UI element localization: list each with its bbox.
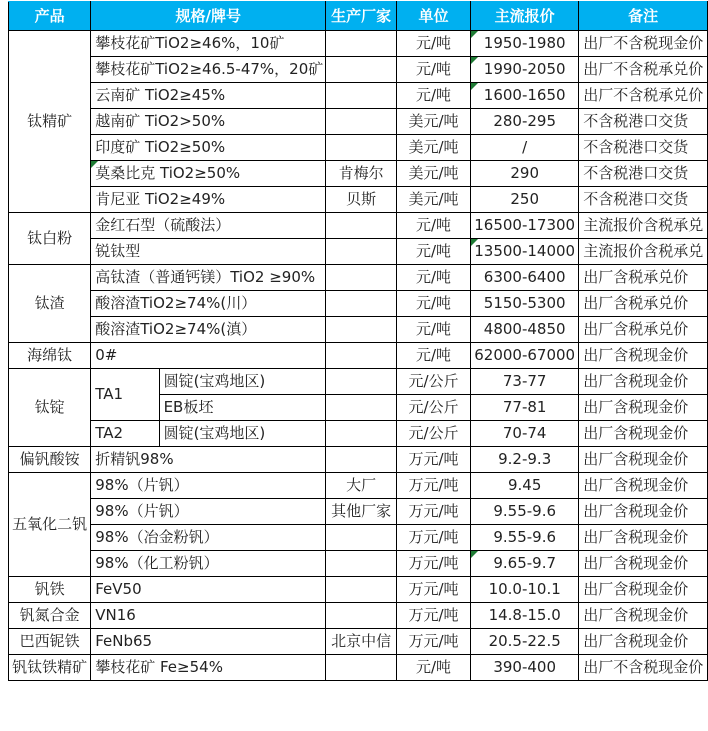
mfr-text: 贝斯 — [346, 190, 377, 209]
mfr-cell[interactable] — [326, 31, 397, 57]
price-text: 4800-4850 — [483, 320, 566, 339]
mfr-text: 其他厂家 — [331, 502, 392, 521]
spec-text: 酸溶渣TiO2≥74%(川） — [95, 294, 257, 313]
unit-text: 万元/吨 — [408, 606, 459, 625]
spec-text: 莫桑比克 TiO2≥50% — [95, 164, 241, 183]
price-cell[interactable] — [471, 551, 579, 577]
table-row — [9, 343, 708, 369]
remark-cell[interactable] — [579, 187, 708, 213]
unit-cell[interactable] — [396, 291, 470, 317]
price-cell[interactable] — [471, 655, 579, 681]
mfr-cell[interactable] — [326, 291, 397, 317]
table-row — [9, 577, 708, 603]
price-text: 390-400 — [493, 658, 557, 677]
spec-text: 攀枝花矿TiO2≥46%，10矿 — [95, 34, 285, 53]
table-row — [9, 161, 708, 187]
unit-cell[interactable] — [396, 395, 470, 421]
product-cell[interactable] — [9, 473, 91, 577]
mfr-cell[interactable] — [326, 135, 397, 161]
price-cell[interactable] — [471, 577, 579, 603]
speca-cell[interactable] — [91, 421, 159, 447]
table-row — [9, 291, 708, 317]
unit-text: 元/吨 — [415, 86, 452, 105]
remark-text: 出厂含税承兑价 — [583, 294, 689, 313]
product-text: 钒铁 — [34, 580, 65, 599]
price-text: 9.55-9.6 — [493, 528, 557, 547]
remark-text: 出厂含税现金价 — [583, 528, 689, 547]
unit-text: 万元/吨 — [408, 502, 459, 521]
product-text: 钛精矿 — [27, 112, 73, 131]
mfr-cell[interactable] — [326, 603, 397, 629]
unit-text: 美元/吨 — [408, 112, 459, 131]
unit-text: 万元/吨 — [408, 528, 459, 547]
price-text: 290 — [510, 164, 539, 183]
mfr-cell[interactable] — [326, 447, 397, 473]
price-cell[interactable] — [471, 213, 579, 239]
mfr-cell[interactable] — [326, 655, 397, 681]
price-text: 10.0-10.1 — [488, 580, 561, 599]
spec-text: 98%（化工粉钒） — [95, 554, 219, 573]
mfr-cell[interactable] — [326, 525, 397, 551]
unit-cell[interactable] — [396, 421, 470, 447]
comment-flag-icon — [471, 83, 478, 90]
remark-cell[interactable] — [579, 239, 708, 265]
unit-text: 元/吨 — [415, 60, 452, 79]
comment-flag-icon — [471, 551, 478, 558]
price-cell[interactable] — [471, 525, 579, 551]
unit-text: 元/吨 — [415, 294, 452, 313]
remark-text: 出厂含税现金价 — [583, 450, 689, 469]
specb-cell[interactable] — [159, 369, 326, 395]
unit-text: 万元/吨 — [408, 554, 459, 573]
price-cell[interactable] — [471, 421, 579, 447]
table-row — [9, 109, 708, 135]
spec-cell[interactable] — [91, 291, 326, 317]
unit-text: 万元/吨 — [408, 476, 459, 495]
header-row — [9, 2, 708, 31]
price-text: 73-77 — [502, 372, 547, 391]
remark-cell[interactable] — [579, 395, 708, 421]
product-cell[interactable] — [9, 343, 91, 369]
remark-text: 出厂含税现金价 — [583, 346, 689, 365]
unit-text: 元/吨 — [415, 346, 452, 365]
spec-cell[interactable] — [91, 499, 326, 525]
mfr-cell[interactable] — [326, 239, 397, 265]
remark-text: 出厂不含税承兑价 — [583, 60, 704, 79]
price-text: 9.45 — [507, 476, 542, 495]
mfr-cell[interactable] — [326, 551, 397, 577]
product-cell[interactable] — [9, 31, 91, 213]
mfr-cell[interactable] — [326, 577, 397, 603]
comment-flag-icon — [471, 31, 478, 38]
unit-cell[interactable] — [396, 57, 470, 83]
spec-cell[interactable] — [91, 447, 326, 473]
spec-cell[interactable] — [91, 135, 326, 161]
col-header-unit[interactable]: 单位 — [396, 2, 470, 31]
spec-text: 锐钛型 — [95, 242, 141, 261]
table-row — [9, 447, 708, 473]
price-text: 6300-6400 — [483, 268, 566, 287]
table-row — [9, 31, 708, 57]
mfr-cell[interactable] — [326, 83, 397, 109]
remark-text: 出厂含税承兑价 — [583, 320, 689, 339]
price-text: 16500-17300 — [474, 216, 576, 235]
spec-cell[interactable] — [91, 551, 326, 577]
spec-text: VN16 — [95, 606, 136, 625]
remark-text: 出厂含税现金价 — [583, 554, 689, 573]
mfr-text: 肯梅尔 — [338, 164, 384, 183]
mfr-cell[interactable] — [326, 213, 397, 239]
mfr-cell[interactable] — [326, 369, 397, 395]
mfr-cell[interactable] — [326, 109, 397, 135]
comment-flag-icon — [471, 239, 478, 246]
mfr-text: 大厂 — [346, 476, 377, 495]
spec-text: 肯尼亚 TiO2≥49% — [95, 190, 226, 209]
price-cell[interactable] — [471, 109, 579, 135]
col-header-price[interactable]: 主流报价 — [471, 2, 579, 31]
unit-cell[interactable] — [396, 551, 470, 577]
spec-cell[interactable] — [91, 343, 326, 369]
col-header-remark[interactable]: 备注 — [579, 2, 708, 31]
price-text: 9.65-9.7 — [493, 554, 557, 573]
remark-text: 不含税港口交货 — [583, 164, 689, 183]
price-cell[interactable] — [471, 369, 579, 395]
col-header-spec[interactable]: 规格/牌号 — [91, 2, 326, 31]
mfr-cell[interactable] — [326, 343, 397, 369]
remark-text: 出厂含税现金价 — [583, 632, 689, 651]
table-row — [9, 317, 708, 343]
specb-text: 圆锭(宝鸡地区) — [163, 424, 266, 443]
price-cell[interactable] — [471, 473, 579, 499]
table-row — [9, 525, 708, 551]
unit-cell[interactable] — [396, 629, 470, 655]
price-text: 5150-5300 — [483, 294, 566, 313]
remark-text: 不含税港口交货 — [583, 138, 689, 157]
comment-flag-icon — [471, 57, 478, 64]
remark-cell[interactable] — [579, 421, 708, 447]
product-text: 钛白粉 — [27, 229, 73, 248]
table-row — [9, 499, 708, 525]
specb-text: EB板坯 — [163, 398, 214, 417]
mfr-cell[interactable] — [326, 187, 397, 213]
product-text: 五氧化二钒 — [12, 515, 88, 534]
mfr-cell[interactable] — [326, 473, 397, 499]
unit-text: 万元/吨 — [408, 450, 459, 469]
remark-cell[interactable] — [579, 265, 708, 291]
price-text: 9.2-9.3 — [498, 450, 552, 469]
spec-cell[interactable] — [91, 161, 326, 187]
remark-cell[interactable] — [579, 57, 708, 83]
table-body — [9, 31, 708, 681]
unit-text: 元/吨 — [415, 320, 452, 339]
spec-cell[interactable] — [91, 213, 326, 239]
price-text: 20.5-22.5 — [488, 632, 561, 651]
product-cell[interactable] — [9, 369, 91, 447]
remark-text: 出厂含税现金价 — [583, 476, 689, 495]
remark-cell[interactable] — [579, 499, 708, 525]
table-row — [9, 655, 708, 681]
table-row — [9, 265, 708, 291]
table-row — [9, 629, 708, 655]
remark-cell[interactable] — [579, 161, 708, 187]
product-cell[interactable] — [9, 265, 91, 343]
remark-cell[interactable] — [579, 213, 708, 239]
mfr-cell[interactable] — [326, 499, 397, 525]
price-cell[interactable] — [471, 629, 579, 655]
product-cell[interactable] — [9, 655, 91, 681]
price-text: 9.55-9.6 — [493, 502, 557, 521]
remark-text: 出厂含税现金价 — [583, 580, 689, 599]
remark-text: 出厂含税现金价 — [583, 372, 689, 391]
table-row — [9, 473, 708, 499]
table-row — [9, 57, 708, 83]
mfr-cell[interactable] — [326, 265, 397, 291]
remark-cell[interactable] — [579, 135, 708, 161]
remark-text: 不含税港口交货 — [583, 112, 689, 131]
remark-text: 不含税港口交货 — [583, 190, 689, 209]
price-cell[interactable] — [471, 187, 579, 213]
price-text: 250 — [510, 190, 539, 209]
price-cell[interactable] — [471, 343, 579, 369]
price-cell[interactable] — [471, 161, 579, 187]
product-text: 钛锭 — [34, 398, 65, 417]
spec-text: 98%（片钒） — [95, 476, 189, 495]
unit-cell[interactable] — [396, 655, 470, 681]
unit-text: 元/吨 — [415, 268, 452, 287]
remark-cell[interactable] — [579, 447, 708, 473]
price-text: 1950-1980 — [483, 34, 566, 53]
price-cell[interactable] — [471, 499, 579, 525]
price-cell[interactable] — [471, 31, 579, 57]
remark-cell[interactable] — [579, 577, 708, 603]
spec-text: 云南矿 TiO2≥45% — [95, 86, 226, 105]
unit-cell[interactable] — [396, 577, 470, 603]
remark-text: 主流报价含税承兑 — [583, 242, 704, 261]
unit-cell[interactable] — [396, 317, 470, 343]
remark-cell[interactable] — [579, 369, 708, 395]
unit-cell[interactable] — [396, 343, 470, 369]
unit-text: 元/公斤 — [408, 398, 459, 417]
mfr-cell[interactable] — [326, 57, 397, 83]
price-text: 1990-2050 — [483, 60, 566, 79]
specb-text: 圆锭(宝鸡地区) — [163, 372, 266, 391]
unit-cell[interactable] — [396, 447, 470, 473]
spec-text: 98%（冶金粉钒） — [95, 528, 219, 547]
unit-cell[interactable] — [396, 213, 470, 239]
unit-text: 元/公斤 — [408, 372, 459, 391]
price-cell[interactable] — [471, 395, 579, 421]
mfr-cell[interactable] — [326, 629, 397, 655]
table-row — [9, 239, 708, 265]
remark-cell[interactable] — [579, 291, 708, 317]
unit-text: 元/吨 — [415, 242, 452, 261]
product-text: 海绵钛 — [27, 346, 73, 365]
unit-cell[interactable] — [396, 109, 470, 135]
spec-text: 越南矿 TiO2>50% — [95, 112, 226, 131]
speca-text: TA2 — [95, 424, 124, 443]
unit-cell[interactable] — [396, 265, 470, 291]
price-text: 1600-1650 — [483, 86, 566, 105]
spec-cell[interactable] — [91, 83, 326, 109]
spec-text: 攀枝花矿 Fe≥54% — [95, 658, 223, 677]
remark-cell[interactable] — [579, 473, 708, 499]
product-cell[interactable] — [9, 447, 91, 473]
price-text: 14.8-15.0 — [488, 606, 561, 625]
remark-text: 主流报价含税承兑 — [583, 216, 704, 235]
price-text: 70-74 — [502, 424, 547, 443]
remark-cell[interactable] — [579, 109, 708, 135]
spec-cell[interactable] — [91, 655, 326, 681]
mfr-cell[interactable] — [326, 161, 397, 187]
remark-cell[interactable] — [579, 83, 708, 109]
spec-cell[interactable] — [91, 473, 326, 499]
spec-cell[interactable] — [91, 187, 326, 213]
unit-text: 美元/吨 — [408, 164, 459, 183]
mfr-cell[interactable] — [326, 395, 397, 421]
unit-cell[interactable] — [396, 161, 470, 187]
mfr-cell[interactable] — [326, 317, 397, 343]
spec-cell[interactable] — [91, 317, 326, 343]
remark-cell[interactable] — [579, 629, 708, 655]
price-cell[interactable] — [471, 83, 579, 109]
unit-cell[interactable] — [396, 187, 470, 213]
col-header-product[interactable]: 产品 — [9, 2, 91, 31]
remark-cell[interactable] — [579, 343, 708, 369]
product-cell[interactable] — [9, 629, 91, 655]
spec-text: 酸溶渣TiO2≥74%(滇） — [95, 320, 257, 339]
unit-cell[interactable] — [396, 135, 470, 161]
spec-text: 高钛渣（普通钙镁）TiO2 ≥90% — [95, 268, 316, 287]
spec-cell[interactable] — [91, 577, 326, 603]
price-text: 13500-14000 — [474, 242, 576, 261]
comment-flag-icon — [91, 161, 98, 168]
unit-cell[interactable] — [396, 83, 470, 109]
price-cell[interactable] — [471, 291, 579, 317]
mfr-cell[interactable] — [326, 421, 397, 447]
remark-text: 出厂不含税现金价 — [583, 658, 704, 677]
remark-text: 出厂含税承兑价 — [583, 268, 689, 287]
unit-cell[interactable] — [396, 499, 470, 525]
remark-cell[interactable] — [579, 31, 708, 57]
product-cell[interactable] — [9, 213, 91, 265]
spec-cell[interactable] — [91, 57, 326, 83]
unit-text: 美元/吨 — [408, 138, 459, 157]
table-row — [9, 551, 708, 577]
remark-cell[interactable] — [579, 551, 708, 577]
spec-text: 0# — [95, 346, 118, 365]
unit-text: 万元/吨 — [408, 580, 459, 599]
remark-text: 出厂含税现金价 — [583, 424, 689, 443]
unit-cell[interactable] — [396, 473, 470, 499]
price-cell[interactable] — [471, 447, 579, 473]
remark-text: 出厂含税现金价 — [583, 502, 689, 521]
spec-cell[interactable] — [91, 525, 326, 551]
price-cell[interactable] — [471, 57, 579, 83]
spec-text: 折精钒98% — [95, 450, 174, 469]
unit-text: 元/吨 — [415, 34, 452, 53]
table-row — [9, 213, 708, 239]
price-text: / — [522, 138, 528, 157]
spec-cell[interactable] — [91, 109, 326, 135]
unit-cell[interactable] — [396, 239, 470, 265]
table-row — [9, 421, 708, 447]
spec-text: 攀枝花矿TiO2≥46.5-47%，20矿 — [95, 60, 324, 79]
unit-cell[interactable] — [396, 369, 470, 395]
remark-text: 出厂含税现金价 — [583, 606, 689, 625]
table-row — [9, 135, 708, 161]
speca-cell[interactable] — [91, 369, 159, 421]
price-cell[interactable] — [471, 265, 579, 291]
spec-cell[interactable] — [91, 603, 326, 629]
spec-text: FeV50 — [95, 580, 142, 599]
product-text: 偏钒酸铵 — [19, 450, 80, 469]
spec-text: FeNb65 — [95, 632, 153, 651]
speca-text: TA1 — [95, 385, 124, 404]
remark-cell[interactable] — [579, 525, 708, 551]
spec-text: 印度矿 TiO2≥50% — [95, 138, 226, 157]
unit-text: 元/公斤 — [408, 424, 459, 443]
price-cell[interactable] — [471, 239, 579, 265]
price-text: 77-81 — [502, 398, 547, 417]
unit-text: 元/吨 — [415, 658, 452, 677]
specb-cell[interactable] — [159, 421, 326, 447]
price-cell[interactable] — [471, 317, 579, 343]
spec-cell[interactable] — [91, 265, 326, 291]
price-cell[interactable] — [471, 603, 579, 629]
price-text: 280-295 — [493, 112, 557, 131]
product-text: 巴西铌铁 — [19, 632, 80, 651]
product-cell[interactable] — [9, 603, 91, 629]
mfr-text: 北京中信 — [331, 632, 392, 651]
spec-text: 金红石型（硫酸法） — [95, 216, 231, 235]
product-text: 钒氮合金 — [19, 606, 80, 625]
remark-text: 出厂不含税现金价 — [583, 34, 704, 53]
price-cell[interactable] — [471, 135, 579, 161]
spec-cell[interactable] — [91, 31, 326, 57]
product-text: 钒钛铁精矿 — [12, 658, 88, 677]
table-row — [9, 369, 708, 395]
product-text: 钛渣 — [34, 294, 65, 313]
specb-cell[interactable] — [159, 395, 326, 421]
col-header-mfr[interactable]: 生产厂家 — [326, 2, 397, 31]
spec-text: 98%（片钒） — [95, 502, 189, 521]
remark-cell[interactable] — [579, 603, 708, 629]
spec-cell[interactable] — [91, 629, 326, 655]
unit-cell[interactable] — [396, 525, 470, 551]
remark-cell[interactable] — [579, 317, 708, 343]
price-text: 62000-67000 — [474, 346, 576, 365]
table-row — [9, 187, 708, 213]
table-row — [9, 603, 708, 629]
unit-cell[interactable] — [396, 31, 470, 57]
unit-cell[interactable] — [396, 603, 470, 629]
table-row — [9, 83, 708, 109]
unit-text: 元/吨 — [415, 216, 452, 235]
remark-text: 出厂不含税承兑价 — [583, 86, 704, 105]
product-cell[interactable] — [9, 577, 91, 603]
price-table — [8, 1, 708, 681]
remark-text: 出厂含税现金价 — [583, 398, 689, 417]
unit-text: 美元/吨 — [408, 190, 459, 209]
remark-cell[interactable] — [579, 655, 708, 681]
spec-cell[interactable] — [91, 239, 326, 265]
unit-text: 万元/吨 — [408, 632, 459, 651]
